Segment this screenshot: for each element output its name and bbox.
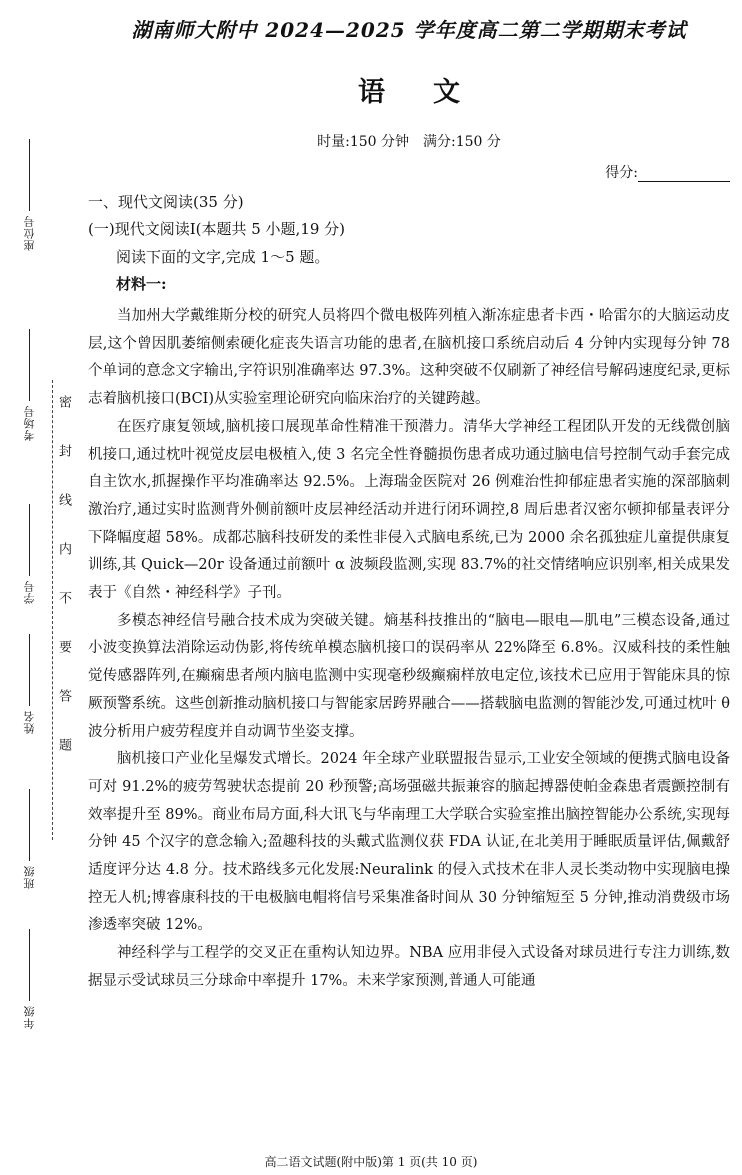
time-info: 时量:150 分钟 满分:150 分 [317,134,501,150]
paragraph: 在医疗康复领域,脑机接口展现革命性精准干预潜力。清华大学神经工程团队开发的无线微创脑机接口,通过枕叶视觉皮层电极植入,使 3 名完全性脊髓损伤患者成功通过脑电信号控制气动手套完成自主饮水,抓握操作平均准确率达 92.5%。上海瑞金医院对 26 例难治性抑郁症患者实施的深部脑刺激治疗,通过实时监测背外侧前额叶皮层神经活动并进行闭环调控,8 周后患者汉密尔顿抑郁量表评分下降幅度超 58%。成都芯脑科技研发的柔性非侵入式脑电系统,已为 2000 余名孤独症儿童提供康复训练,其 Quick—20r 设备通过前额叶 α 波频段监测,实现 83.7%的社交情绪响应识别率,相关成果发表于《自然・神经科学》子刊。 [88,418,730,602]
subject-title: 语文 [358,77,508,108]
student-id-label: 学号 [23,580,36,604]
grade-label: 年级 [23,1005,36,1029]
binding-margin [0,0,80,1175]
section-heading: 一、现代文阅读(35 分) [88,193,244,211]
score-field [605,162,730,182]
room-number-label: 考场号 [23,405,36,441]
exam-title: 湖南师大附中 2024—2025 学年度高二第二学期期末考试 [131,18,687,42]
paragraph: 当加州大学戴维斯分校的研究人员将四个微电极阵列植入渐冻症患者卡西・哈雷尔的大脑运动皮层,这个曾因肌萎缩侧索硬化症丧失语言功能的患者,在脑机接口系统启动后 4 分钟内实现每分钟 78 个单词的意念文字输出,字符识别准确率达 97.3%。这种突破不仅刷新了神经信号解码速度纪录,更标志着脑机接口(BCI)从实验室理论研究向临床治疗的关键跨越。 [88,308,730,408]
name-label: 姓名 [23,710,36,734]
seal-dashed-line [52,380,53,840]
class-field [22,785,38,889]
grade-field [22,925,38,1029]
room-number-field [22,325,38,441]
score-label: 得分: [605,165,638,181]
seal-notice: 密封线内不要答题 [56,395,71,787]
name-field [22,630,38,734]
seat-number-label: 座位号 [23,215,36,251]
class-label: 班级 [23,865,36,889]
score-blank[interactable] [638,167,730,182]
seat-number-field [22,135,38,251]
paragraph: 脑机接口产业化呈爆发式增长。2024 年全球产业联盟报告显示,工业安全领域的便携式脑电设备可对 91.2%的疲劳驾驶状态提前 20 秒预警;高场强磁共振兼容的脑起搏器使帕金森患者震颤控制有效率提升至 89%。商业布局方面,科大讯飞与华南理工大学联合实验室推出脑控智能办公系统,实现每分钟 45 个汉字的意念输入;盈趣科技的头戴式监测仪获 FDA 认证,在北美用于睡眠质量评估,佩戴舒适度评分达 4.8 分。技术路线多元化发展:Neuralink 的侵入式技术在非人灵长类动物中实现脑电操控无人机;博睿康科技的干电极脑电帽将信号采集准备时间从 30 分钟缩短至 5 分钟,推动消费级市场渗透率突破 12%。 [88,751,730,934]
subsection-heading: (一)现代文阅读Ⅰ(本题共 5 小题,19 分) [88,220,346,238]
page-footer: 高二语文试题(附中版)第 1 页(共 10 页) [264,1155,478,1169]
passage [88,303,730,996]
material-label: 材料一: [116,275,167,293]
paragraph: 神经科学与工程学的交叉正在重构认知边界。NBA 应用非侵入式设备对球员进行专注力训练,数据显示受试球员三分球命中率提升 17%。未来学家预测,普通人可能通 [88,945,730,989]
reading-instruction: 阅读下面的文字,完成 1～5 题。 [116,248,330,266]
student-id-field [22,500,38,604]
exam-page [88,0,730,1175]
paragraph: 多模态神经信号融合技术成为突破关键。熵基科技推出的“脑电—眼电—肌电”三模态设备,通过小波变换算法消除运动伪影,将传统单模态脑机接口的误码率从 22%降至 6.8%。汉威科技的柔性触觉传感器阵列,在癫痫患者颅内脑电监测中实现毫秒级癫痫样放电定位,该技术已应用于智能床具的惊厥预警系统。这些创新推动脑机接口与智能家居跨界融合——搭载脑电监测的智能沙发,可通过枕叶 θ 波分析用户疲劳程度并自动调节坐姿支撑。 [88,612,730,740]
